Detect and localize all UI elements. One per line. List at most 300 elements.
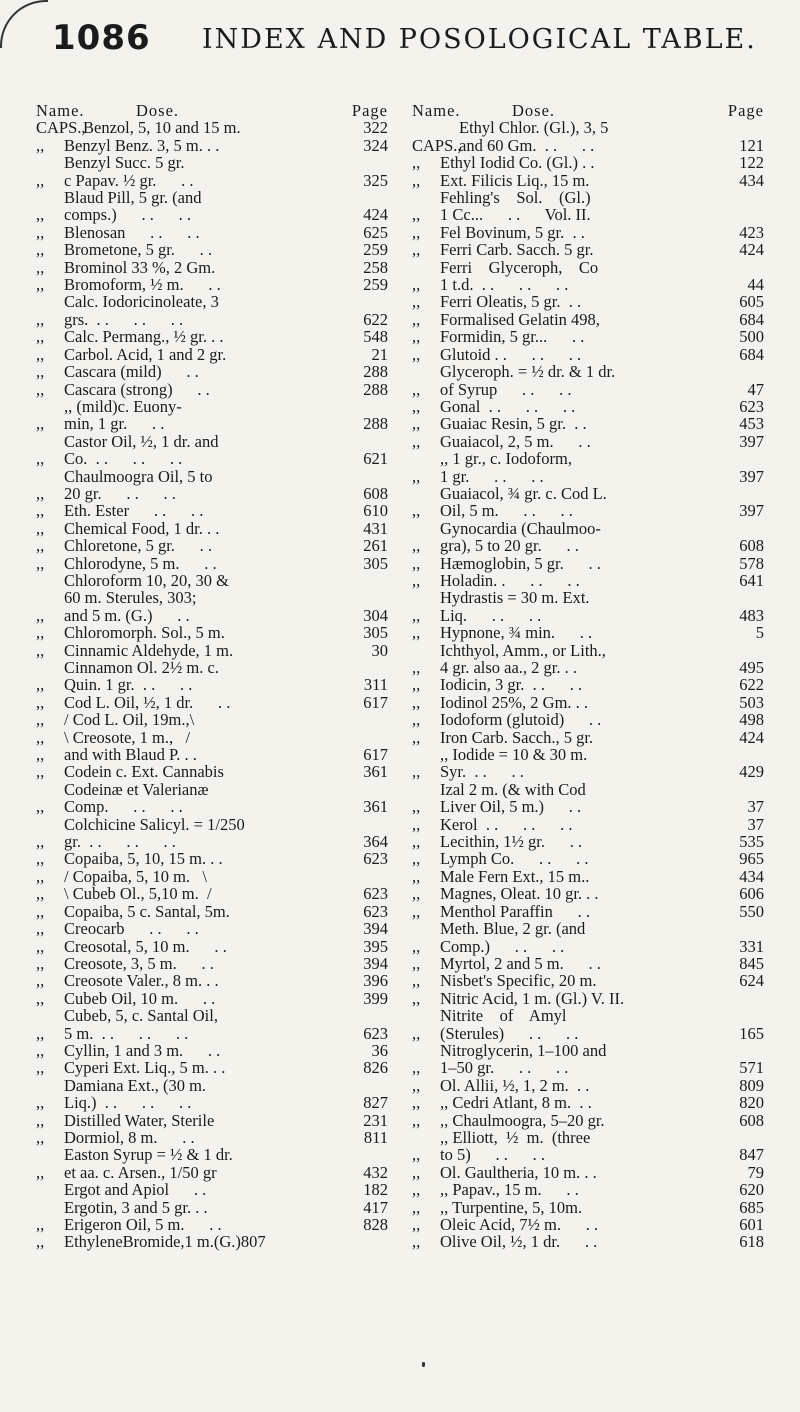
entry-prefix: ,,: [36, 849, 45, 869]
index-entry: [36, 1129, 388, 1146]
entry-line: Menthol Paraffin . .: [440, 901, 591, 921]
entry-line: Benzyl Succ. 5 gr.: [64, 153, 185, 173]
entry-line: Cubeb Oil, 10 m. . .: [64, 988, 216, 1008]
entry-line: Gonal . . . . . .: [440, 396, 576, 416]
entry-prefix: ,,: [412, 570, 421, 590]
entry-line: Glutoid . . . . . .: [440, 344, 582, 364]
entry-prefix: ,,: [36, 309, 45, 329]
entry-page-number: 623: [363, 849, 388, 869]
entry-page-number: 364: [363, 832, 388, 852]
entry-text: [440, 172, 724, 189]
entry-page-number: 820: [739, 1093, 764, 1113]
index-entry: [36, 624, 388, 641]
entry-text: [64, 1233, 348, 1250]
entry-text: [64, 1059, 348, 1076]
entry-prefix: ,,: [412, 466, 421, 486]
index-entry: [36, 1042, 388, 1059]
entry-page-number: 847: [739, 1145, 764, 1165]
index-entry: [36, 363, 388, 380]
entry-page-number: 424: [739, 240, 764, 260]
entry-text: [440, 624, 724, 641]
index-entry: [412, 1129, 764, 1164]
entry-prefix: ,,: [412, 814, 421, 834]
entry-text: [440, 885, 724, 902]
column-header-page: Page: [727, 101, 764, 120]
entry-text: [440, 850, 724, 867]
entry-page-number: 608: [739, 536, 764, 556]
entry-prefix: ,,: [36, 553, 45, 573]
entry-line: comps.) . . . .: [64, 205, 191, 225]
entry-page-number: 601: [739, 1215, 764, 1234]
entry-text: [440, 694, 724, 711]
entry-page-number: 424: [363, 205, 388, 225]
entry-line: Liver Oil, 5 m.) . .: [440, 797, 582, 817]
entry-prefix: ,,: [412, 275, 421, 295]
entry-prefix: ,,: [36, 414, 45, 434]
entry-line: Hydrastis = 30 m. Ext.: [440, 588, 590, 608]
entry-prefix: ,,: [36, 1093, 45, 1113]
entry-line: Blenosan . . . .: [64, 222, 200, 242]
entry-prefix: ,,: [36, 988, 45, 1008]
entry-prefix: ,,: [36, 623, 45, 643]
entry-prefix: ,,: [36, 797, 45, 817]
entry-line: ,, Chaulmoogra, 5–20 gr.: [440, 1110, 605, 1130]
entry-line: Blaud Pill, 5 gr. (and: [64, 188, 202, 208]
entry-text: [440, 1094, 724, 1111]
entry-prefix: ,,: [36, 518, 45, 538]
entry-page-number: 965: [739, 849, 764, 869]
entry-prefix: ,,: [36, 449, 45, 469]
entry-text: [440, 1042, 724, 1077]
entry-line: Liq. . . . .: [440, 605, 542, 625]
entry-line: gr. . . . . . .: [64, 832, 176, 852]
entry-prefix: ,,: [36, 1110, 45, 1130]
index-entry: [36, 694, 388, 711]
index-entry: [36, 1007, 388, 1042]
entry-line: Lecithin, 1½ gr. . .: [440, 832, 583, 852]
entry-page-number: 423: [739, 222, 764, 242]
entry-prefix: ,,: [412, 536, 421, 556]
entry-line: (Sterules) . . . .: [440, 1023, 579, 1043]
entry-text: [440, 572, 724, 589]
entry-text: [64, 189, 348, 224]
entry-text: [440, 555, 724, 572]
entry-line: ,, Turpentine, 5, 10m.: [440, 1197, 583, 1217]
entry-line: Kerol . . . . . .: [440, 814, 573, 834]
entry-line: Easton Syrup = ½ & 1 dr.: [64, 1145, 233, 1165]
entry-text: [64, 137, 348, 154]
entry-prefix: ,,: [412, 344, 421, 364]
entry-prefix: ,,: [36, 919, 45, 939]
entry-prefix: ,,: [412, 727, 421, 747]
entry-prefix: ,,: [412, 658, 421, 677]
entry-page-number: 624: [739, 971, 764, 991]
entry-line: Dormiol, 8 m. . .: [64, 1127, 195, 1147]
index-entry: [412, 816, 764, 833]
entry-line: 1–50 gr. . . . .: [440, 1058, 569, 1078]
entry-page-number: 809: [739, 1075, 764, 1095]
entry-text: [440, 642, 724, 677]
entry-text: [64, 920, 348, 937]
index-entry: [412, 398, 764, 415]
entry-page-number: 258: [363, 257, 388, 277]
index-entry: [412, 328, 764, 345]
entry-text: [440, 415, 724, 432]
entry-prefix: ,,: [412, 414, 421, 434]
entry-page-number: 571: [739, 1058, 764, 1078]
entry-text: [440, 903, 724, 920]
entry-line: gra), 5 to 20 gr. . .: [440, 536, 579, 556]
entry-page-number: 495: [739, 658, 764, 677]
index-entry: [36, 1077, 388, 1112]
index-entry: [36, 520, 388, 537]
entry-line: Chloromorph. Sol., 5 m.: [64, 623, 225, 643]
entry-line: min, 1 gr. . .: [64, 414, 165, 434]
entry-text: [440, 154, 724, 171]
entry-prefix: ,,: [412, 292, 421, 312]
column-header-page: Page: [351, 101, 388, 120]
entry-text: [64, 520, 348, 537]
entry-text: [64, 468, 348, 503]
entry-text: [440, 1112, 724, 1129]
entry-prefix: ,,: [36, 1162, 45, 1182]
index-entry: [412, 972, 764, 989]
entry-prefix: ,,: [412, 1215, 421, 1234]
entry-page-number: 621: [363, 449, 388, 469]
index-entry: [412, 990, 764, 1007]
index-entry: [412, 868, 764, 885]
entry-text: [64, 259, 348, 276]
entry-prefix: ,,: [36, 240, 45, 260]
entry-line: Ol. Allii, ½, 1, 2 m. . .: [440, 1075, 590, 1095]
entry-prefix: ,,: [412, 309, 421, 329]
entry-text: [440, 346, 724, 363]
entry-line: Bromoform, ½ m. . .: [64, 275, 221, 295]
index-entry: [36, 1216, 388, 1233]
entry-line: Cascara (mild) . .: [64, 362, 199, 382]
entry-line: Codeinæ et Valerianæ: [64, 779, 209, 799]
page-corner-mark: [0, 0, 48, 48]
entry-page-number: 396: [363, 971, 388, 991]
entry-line: \ Creosote, 1 m., /: [64, 727, 191, 747]
entry-page-number: 30: [371, 640, 388, 660]
entry-line: Creocarb . . . .: [64, 919, 199, 939]
entry-text: [64, 885, 348, 902]
column-header: [412, 102, 764, 119]
entry-line: Nitroglycerin, 1–100 and: [440, 1040, 607, 1060]
entry-text: [440, 589, 724, 624]
index-entry: [412, 520, 764, 555]
entry-text: [440, 816, 724, 833]
entry-prefix: ,,: [412, 866, 421, 886]
index-entry: [36, 137, 388, 154]
entry-prefix: ,,: [412, 379, 421, 399]
entry-text: [440, 781, 724, 816]
entry-text: [440, 746, 724, 781]
entry-text: [440, 224, 724, 241]
entry-prefix: CAPS.,: [36, 118, 86, 138]
entry-prefix: ,,: [36, 953, 45, 973]
entry-page-number: 684: [739, 309, 764, 329]
entry-page-number: 304: [363, 605, 388, 625]
index-entry: [412, 572, 764, 589]
entry-line: Guaiacol, 2, 5 m. . .: [440, 431, 591, 451]
index-entry: [36, 189, 388, 224]
entry-text: [64, 816, 348, 851]
entry-page-number: 361: [363, 762, 388, 782]
entry-page-number: 610: [363, 501, 388, 521]
entry-page-number: 288: [363, 379, 388, 399]
index-entry: [36, 711, 388, 728]
entry-line: and 60 Gm. . . . .: [459, 135, 595, 155]
index-entry: [36, 537, 388, 554]
entry-line: Damiana Ext., (30 m.: [64, 1075, 207, 1095]
entry-line: 4 gr. also aa., 2 gr. . .: [440, 658, 578, 677]
entry-text: [440, 485, 724, 520]
entry-line: Male Fern Ext., 15 m..: [440, 866, 590, 886]
entry-text: [64, 955, 348, 972]
index-entry: [36, 468, 388, 503]
entry-text: [64, 1181, 348, 1198]
index-entry: [36, 154, 388, 189]
column-header: [36, 102, 388, 119]
entry-text: [440, 1007, 724, 1042]
entry-line: 5 m. . . . . . .: [64, 1023, 189, 1043]
entry-line: Ext. Filicis Liq., 15 m.: [440, 170, 590, 190]
entry-page-number: 617: [363, 745, 388, 765]
entry-line: Chaulmoogra Oil, 5 to: [64, 466, 213, 486]
entry-line: Cyperi Ext. Liq., 5 m. . .: [64, 1058, 226, 1078]
index-entry: [412, 1007, 764, 1042]
entry-text: [64, 433, 348, 468]
entry-text: [440, 955, 724, 972]
entry-page-number: 623: [363, 901, 388, 921]
index-entry: [36, 972, 388, 989]
entry-line: Nisbet's Specific, 20 m.: [440, 971, 597, 991]
entry-prefix: ,,: [36, 501, 45, 521]
index-entry: [412, 676, 764, 693]
entry-text: [459, 119, 724, 154]
entry-line: ,, (mild)c. Euony-: [64, 396, 182, 416]
entry-prefix: ,,: [36, 901, 45, 921]
entry-text: [440, 259, 724, 294]
entry-line: Izal 2 m. (& with Cod: [440, 779, 586, 799]
entry-page-number: 641: [739, 570, 764, 590]
entry-line: Comp. . . . .: [64, 797, 183, 817]
entry-text: [440, 1199, 724, 1216]
entry-page-number: 394: [363, 919, 388, 939]
entry-prefix: ,,: [36, 1040, 45, 1060]
entry-page-number: 827: [363, 1093, 388, 1113]
entry-page-number: 394: [363, 953, 388, 973]
entry-line: / Copaiba, 5, 10 m. \: [64, 866, 207, 886]
entry-prefix: ,,: [412, 605, 421, 625]
entry-page-number: 5: [755, 623, 764, 643]
entry-prefix: ,,: [412, 205, 421, 225]
page-header: [52, 18, 760, 62]
entry-page-number: 37: [747, 797, 764, 817]
entry-line: 60 m. Sterules, 303;: [64, 588, 197, 608]
entry-prefix: ,,: [412, 936, 421, 956]
entry-prefix: ,,: [36, 344, 45, 364]
entry-line: Cinnamic Aldehyde, 1 m.: [64, 640, 234, 660]
entry-page-number: 550: [739, 901, 764, 921]
index-entry: [36, 938, 388, 955]
index-entry: [412, 224, 764, 241]
index-entry: [36, 659, 388, 694]
entry-text: [64, 1216, 348, 1233]
entry-line: Magnes, Oleat. 10 gr. . .: [440, 884, 599, 904]
entry-page-number: 37: [747, 814, 764, 834]
entry-prefix: ,,: [36, 692, 45, 712]
entry-page-number: 165: [739, 1023, 764, 1043]
entry-prefix: ,,: [36, 257, 45, 277]
entry-page-number: 121: [739, 135, 764, 155]
entry-prefix: ,,: [36, 762, 45, 782]
entry-line: Ergot and Apiol . .: [64, 1180, 207, 1200]
entry-prefix: ,,: [412, 832, 421, 852]
entry-page-number: 483: [739, 605, 764, 625]
entry-text: [64, 154, 348, 189]
index-entry: [36, 1112, 388, 1129]
entry-prefix: ,,: [36, 727, 45, 747]
entry-prefix: ,,: [36, 710, 45, 730]
entry-text: [64, 241, 348, 258]
entry-text: [64, 1042, 348, 1059]
entry-page-number: 618: [739, 1232, 764, 1252]
entry-text: [64, 850, 348, 867]
entry-prefix: ,,: [36, 362, 45, 382]
index-entry: [36, 502, 388, 519]
entry-text: [64, 537, 348, 554]
index-entry: [412, 450, 764, 485]
entry-page-number: 122: [739, 153, 764, 173]
entry-prefix: ,,: [36, 936, 45, 956]
entry-page-number: 623: [363, 1023, 388, 1043]
entry-text: [440, 398, 724, 415]
entry-prefix: ,,: [412, 1023, 421, 1043]
entry-text: [64, 711, 348, 728]
index-entry: [36, 346, 388, 363]
entry-line: ,, Papav., 15 m. . .: [440, 1180, 579, 1200]
entry-prefix: ,,: [412, 1162, 421, 1182]
entry-line: Nitrite of Amyl: [440, 1006, 567, 1026]
index-entry: [36, 328, 388, 345]
index-entry: [36, 955, 388, 972]
entry-prefix: ,,: [412, 675, 421, 695]
entry-prefix: ,,: [36, 605, 45, 625]
entry-line: Gynocardia (Chaulmoo-: [440, 518, 601, 538]
entry-page-number: 47: [747, 379, 764, 399]
entry-prefix: ,,: [412, 396, 421, 416]
entry-line: Oil, 5 m. . . . .: [440, 501, 573, 521]
entry-text: [64, 694, 348, 711]
entry-line: ,, Elliott, ½ m. (three: [440, 1127, 591, 1147]
entry-page-number: 36: [371, 1040, 388, 1060]
entry-line: Hæmoglobin, 5 gr. . .: [440, 553, 601, 573]
entry-line: Cod L. Oil, ½, 1 dr. . .: [64, 692, 231, 712]
entry-page-number: 828: [363, 1215, 388, 1234]
entry-text: [64, 1129, 348, 1146]
index-entry: [36, 572, 388, 624]
entry-line: Lymph Co. . . . .: [440, 849, 589, 869]
entry-page-number: 503: [739, 692, 764, 712]
entry-line: 1 gr. . . . .: [440, 466, 544, 486]
entry-line: 1 Cc... . . Vol. II.: [440, 205, 591, 225]
entry-page-number: 399: [363, 988, 388, 1008]
entry-page-number: 434: [739, 170, 764, 190]
index-entry: [36, 241, 388, 258]
entry-line: / Cod L. Oil, 19m.,\: [64, 710, 195, 730]
index-entry: [412, 259, 764, 294]
entry-line: Cubeb, 5, c. Santal Oil,: [64, 1006, 218, 1026]
entry-text: [64, 555, 348, 572]
entry-prefix: ,,: [36, 884, 45, 904]
entry-prefix: ,,: [36, 379, 45, 399]
entry-text: [440, 972, 724, 989]
entry-line: Erigeron Oil, 5 m. . .: [64, 1215, 222, 1234]
entry-page-number: 21: [371, 344, 388, 364]
entry-page-number: 322: [363, 118, 388, 138]
entry-prefix: ,,: [36, 1127, 45, 1147]
entry-line: Holadin. . . . . .: [440, 570, 580, 590]
entry-prefix: ,,: [36, 1058, 45, 1078]
entry-prefix: ,,: [412, 1093, 421, 1113]
entry-line: and with Blaud P. . .: [64, 745, 197, 765]
entry-page-number: 259: [363, 275, 388, 295]
index-entry: [412, 1164, 764, 1181]
index-entry: [412, 172, 764, 189]
entry-line: Brometone, 5 gr. . .: [64, 240, 213, 260]
column-header-name: Name.: [412, 101, 461, 120]
index-entry: [412, 485, 764, 520]
entry-line: Ol. Gaultheria, 10 m. . .: [440, 1162, 597, 1182]
page-number: 1086: [52, 18, 151, 58]
index-entry: [36, 868, 388, 885]
entry-line: Chlorodyne, 5 m. . .: [64, 553, 217, 573]
entry-line: ,, Iodide = 10 & 30 m.: [440, 745, 588, 765]
entry-text: [64, 276, 348, 293]
entry-page-number: 182: [363, 1180, 388, 1200]
index-entry: [412, 433, 764, 450]
index-entry: [412, 293, 764, 310]
index-entry: [412, 885, 764, 902]
entry-line: Calc. Permang., ½ gr. . .: [64, 327, 224, 347]
entry-line: Guaiacol, ¾ gr. c. Cod L.: [440, 483, 607, 503]
entry-text: [64, 1112, 348, 1129]
entry-page-number: 311: [363, 675, 388, 695]
entry-line: Distilled Water, Sterile: [64, 1110, 215, 1130]
entry-page-number: 622: [363, 309, 388, 329]
entry-line: Glyceroph. = ½ dr. & 1 dr.: [440, 362, 616, 382]
entry-text: [440, 920, 724, 955]
entry-page-number: 325: [363, 170, 388, 190]
entry-prefix: ,,: [412, 327, 421, 347]
entry-prefix: ,,: [412, 1180, 421, 1200]
index-column-right: [412, 102, 764, 1251]
entry-prefix: ,,: [36, 222, 45, 242]
entry-page-number: 361: [363, 797, 388, 817]
entry-page-number: 434: [739, 866, 764, 886]
entry-text: [440, 1216, 724, 1233]
index-entry: [36, 781, 388, 816]
index-entry: [36, 433, 388, 468]
column-header-dose: Dose.: [136, 101, 180, 120]
entry-prefix: ,,: [412, 431, 421, 451]
entry-line: Ethyl Chlor. (Gl.), 3, 5: [459, 118, 609, 138]
index-entry: [412, 1216, 764, 1233]
entry-text: [64, 903, 348, 920]
